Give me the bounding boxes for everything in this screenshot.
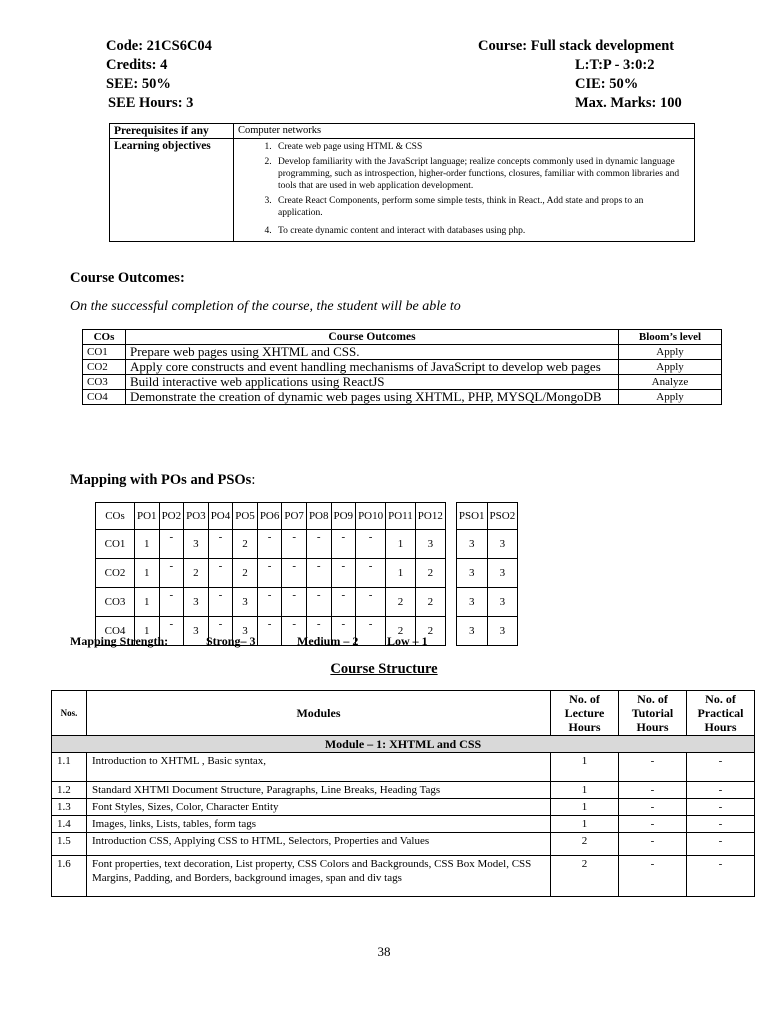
mapping-value-cell: 3	[233, 588, 258, 617]
co-row	[83, 360, 722, 375]
topic-text: Font Styles, Sizes, Color, Character Entity	[87, 799, 551, 816]
prereq-row	[110, 124, 695, 139]
structure-row	[52, 833, 755, 856]
course-see: SEE: 50%	[106, 76, 171, 92]
co-level: Apply	[619, 345, 722, 360]
mapping-value-cell: 2	[233, 530, 258, 559]
topic-number: 1.1	[52, 753, 87, 782]
co-header-cos: COs	[83, 330, 126, 345]
mapping-value-cell: 3	[487, 617, 518, 646]
mapping-header-cell: PO5	[233, 503, 258, 530]
topic-number: 1.2	[52, 782, 87, 799]
course-outcomes-table	[82, 329, 722, 405]
lecture-hours: 1	[551, 782, 619, 799]
course-structure-title: Course Structure	[330, 661, 438, 677]
mapping-co-label: CO2	[96, 559, 135, 588]
mapping-value-cell: -	[356, 588, 386, 617]
mapping-value-cell: -	[257, 559, 282, 588]
mapping-value-cell: 2	[233, 559, 258, 588]
mapping-value-cell: -	[159, 588, 184, 617]
mapping-value-cell: -	[356, 617, 386, 646]
mapping-co-label: CO4	[96, 617, 135, 646]
mapping-value-cell: -	[159, 559, 184, 588]
po-pso-mapping-table	[95, 502, 518, 646]
topic-number: 1.6	[52, 856, 87, 897]
mapping-value-cell: -	[331, 588, 356, 617]
mapping-value-cell: 2	[386, 588, 416, 617]
tutorial-hours: -	[619, 753, 687, 782]
mapping-value-cell: 2	[415, 617, 445, 646]
co-row	[83, 390, 722, 405]
structure-header-nos: Nos.	[52, 691, 87, 736]
mapping-value-cell: -	[356, 530, 386, 559]
mapping-value-cell: -	[306, 588, 331, 617]
objectives-cell	[234, 139, 695, 242]
module-title: Module – 1: XHTML and CSS	[52, 736, 755, 753]
mapping-value-cell: 3	[184, 617, 209, 646]
co-row	[83, 375, 722, 390]
mapping-title-text: Mapping with POs and PSOs	[70, 472, 252, 488]
tutorial-hours: -	[619, 799, 687, 816]
lecture-hours: 2	[551, 856, 619, 897]
mapping-row	[96, 588, 518, 617]
mapping-value-cell: 3	[415, 530, 445, 559]
prereq-label: Prerequisites if any	[110, 124, 234, 139]
co-level: Apply	[619, 360, 722, 375]
co-text: Build interactive web applications using ReactJS	[126, 375, 619, 390]
mapping-strong: Strong– 3	[206, 634, 256, 648]
objectives-list	[238, 141, 690, 237]
course-code: Code: 21CS6C04	[106, 38, 212, 54]
mapping-header-cell: PO1	[135, 503, 160, 530]
topic-number: 1.5	[52, 833, 87, 856]
course-ltp: L:T:P - 3:0:2	[575, 57, 655, 73]
mapping-row	[96, 559, 518, 588]
co-header-bloom: Bloom’s level	[619, 330, 722, 345]
course-outcomes-intro: On the successful completion of the course, the student will be able to	[70, 299, 461, 314]
mapping-value-cell: -	[306, 559, 331, 588]
topic-number: 1.3	[52, 799, 87, 816]
co-text: Demonstrate the creation of dynamic web pages using XHTML, PHP, MYSQL/MongoDB	[126, 390, 619, 405]
course-name: Course: Full stack development	[478, 38, 675, 54]
structure-header-tutorial: No. of Tutorial Hours	[619, 691, 687, 736]
mapping-value-cell: 3	[456, 559, 487, 588]
mapping-value-cell: -	[306, 617, 331, 646]
co-text: Prepare web pages using XHTML and CSS.	[126, 345, 619, 360]
mapping-header-cell: PO10	[356, 503, 386, 530]
prerequisites-table	[109, 123, 695, 242]
structure-row	[52, 816, 755, 833]
tutorial-hours: -	[619, 782, 687, 799]
mapping-value-cell: 3	[487, 588, 518, 617]
mapping-co-label: CO3	[96, 588, 135, 617]
mapping-value-cell: 1	[135, 588, 160, 617]
mapping-value-cell: -	[159, 617, 184, 646]
mapping-low: Low – 1	[387, 634, 428, 648]
mapping-header-cell: PO11	[386, 503, 416, 530]
practical-hours: -	[687, 782, 755, 799]
mapping-medium: Medium – 2	[297, 634, 359, 648]
structure-row	[52, 782, 755, 799]
mapping-value-cell: 3	[456, 530, 487, 559]
mapping-header-cell: PO3	[184, 503, 209, 530]
mapping-value-cell: 1	[135, 530, 160, 559]
mapping-value-cell: -	[282, 530, 307, 559]
mapping-value-cell: 3	[184, 530, 209, 559]
topic-number: 1.4	[52, 816, 87, 833]
topic-text: Introduction to XHTML , Basic syntax,	[87, 753, 551, 782]
mapping-value-cell: 1	[386, 530, 416, 559]
mapping-value-cell: -	[159, 530, 184, 559]
mapping-header-cell: PO12	[415, 503, 445, 530]
mapping-value-cell: 3	[456, 588, 487, 617]
page-number: 38	[377, 944, 391, 959]
objective-item: 2. Develop familiarity with the JavaScript language; realize concepts commonly used in dynamic language programming, such as introspection, higher-order functions, closures, familiar with common libraries and tools that are used in web application development.	[274, 156, 690, 192]
co-header-row	[83, 330, 722, 345]
mapping-header-cell: PO9	[331, 503, 356, 530]
mapping-value-cell: -	[208, 530, 233, 559]
mapping-value-cell: -	[331, 617, 356, 646]
co-header-outcomes: Course Outcomes	[126, 330, 619, 345]
mapping-header-cell: PO2	[159, 503, 184, 530]
structure-header-lecture: No. of Lecture Hours	[551, 691, 619, 736]
structure-header-row	[52, 691, 755, 736]
mapping-value-cell: 2	[184, 559, 209, 588]
mapping-value-cell: 1	[135, 617, 160, 646]
mapping-value-cell: 1	[386, 559, 416, 588]
module-row	[52, 736, 755, 753]
mapping-column-gap	[445, 588, 456, 617]
mapping-column-gap	[445, 559, 456, 588]
mapping-value-cell: 2	[386, 617, 416, 646]
mapping-value-cell: -	[208, 617, 233, 646]
mapping-header-cell: COs	[96, 503, 135, 530]
mapping-value-cell: 3	[456, 617, 487, 646]
mapping-value-cell: 2	[415, 559, 445, 588]
mapping-column-gap	[445, 617, 456, 646]
structure-header-practical: No. of Practical Hours	[687, 691, 755, 736]
mapping-value-cell: 3	[487, 530, 518, 559]
mapping-value-cell: -	[257, 588, 282, 617]
tutorial-hours: -	[619, 833, 687, 856]
mapping-value-cell: -	[356, 559, 386, 588]
prereq-value: Computer networks	[234, 124, 695, 139]
mapping-column-gap	[445, 503, 456, 530]
co-id: CO2	[83, 360, 126, 375]
co-level: Analyze	[619, 375, 722, 390]
co-row	[83, 345, 722, 360]
mapping-strength-legend	[70, 634, 428, 649]
co-text: Apply core constructs and event handling mechanisms of JavaScript to develop web pages	[126, 360, 619, 375]
course-see-hours: SEE Hours: 3	[108, 95, 194, 111]
mapping-value-cell: -	[208, 588, 233, 617]
mapping-co-label: CO1	[96, 530, 135, 559]
topic-text: Images, links, Lists, tables, form tags	[87, 816, 551, 833]
mapping-value-cell: 3	[487, 559, 518, 588]
mapping-value-cell: -	[257, 530, 282, 559]
mapping-header-cell: PO6	[257, 503, 282, 530]
structure-header-modules: Modules	[87, 691, 551, 736]
objectives-row	[110, 139, 695, 242]
topic-text: Introduction CSS, Applying CSS to HTML, Selectors, Properties and Values	[87, 833, 551, 856]
objective-item: 1. Create web page using HTML & CSS	[274, 141, 690, 153]
mapping-value-cell: -	[306, 530, 331, 559]
mapping-row	[96, 530, 518, 559]
lecture-hours: 1	[551, 799, 619, 816]
mapping-value-cell: 2	[415, 588, 445, 617]
mapping-value-cell: -	[208, 559, 233, 588]
mapping-header-cell: PSO2	[487, 503, 518, 530]
course-outcomes-title: Course Outcomes:	[70, 270, 185, 286]
practical-hours: -	[687, 856, 755, 897]
co-id: CO1	[83, 345, 126, 360]
mapping-value-cell: -	[282, 588, 307, 617]
mapping-strength-label: Mapping Strength:	[70, 634, 169, 648]
practical-hours: -	[687, 799, 755, 816]
mapping-value-cell: -	[282, 559, 307, 588]
mapping-value-cell: 3	[233, 617, 258, 646]
course-structure-table	[51, 690, 755, 897]
co-id: CO4	[83, 390, 126, 405]
lecture-hours: 2	[551, 833, 619, 856]
structure-row	[52, 799, 755, 816]
mapping-header-cell: PO8	[306, 503, 331, 530]
mapping-value-cell: 3	[184, 588, 209, 617]
course-credits: Credits: 4	[106, 57, 168, 73]
mapping-column-gap	[445, 530, 456, 559]
mapping-header-cell: PSO1	[456, 503, 487, 530]
co-level: Apply	[619, 390, 722, 405]
course-max-marks: Max. Marks: 100	[575, 95, 682, 111]
objective-item: 4. To create dynamic content and interact with databases using php.	[274, 225, 690, 237]
mapping-value-cell: -	[331, 530, 356, 559]
topic-text: Font properties, text decoration, List property, CSS Colors and Backgrounds, CSS Box Model, CSS Margins, Padding, and Borders, background images, span and div tags	[87, 856, 551, 897]
mapping-header-cell: PO7	[282, 503, 307, 530]
mapping-title-colon: :	[251, 472, 256, 488]
course-header-left	[106, 37, 212, 113]
mapping-header-row	[96, 503, 518, 530]
co-id: CO3	[83, 375, 126, 390]
topic-text: Standard XHTMl Document Structure, Paragraphs, Line Breaks, Heading Tags	[87, 782, 551, 799]
tutorial-hours: -	[619, 816, 687, 833]
objectives-label: Learning objectives	[110, 139, 234, 242]
mapping-value-cell: -	[282, 617, 307, 646]
practical-hours: -	[687, 816, 755, 833]
mapping-value-cell: -	[331, 559, 356, 588]
practical-hours: -	[687, 833, 755, 856]
mapping-value-cell: -	[257, 617, 282, 646]
lecture-hours: 1	[551, 816, 619, 833]
mapping-value-cell: 1	[135, 559, 160, 588]
course-cie: CIE: 50%	[575, 76, 639, 92]
mapping-header-cell: PO4	[208, 503, 233, 530]
practical-hours: -	[687, 753, 755, 782]
mapping-title	[70, 472, 255, 489]
lecture-hours: 1	[551, 753, 619, 782]
course-header-right	[478, 37, 688, 113]
tutorial-hours: -	[619, 856, 687, 897]
structure-row	[52, 753, 755, 782]
structure-row	[52, 856, 755, 897]
objective-item: 3. Create React Components, perform some simple tests, think in React., Add state and props to an application.	[274, 195, 690, 219]
